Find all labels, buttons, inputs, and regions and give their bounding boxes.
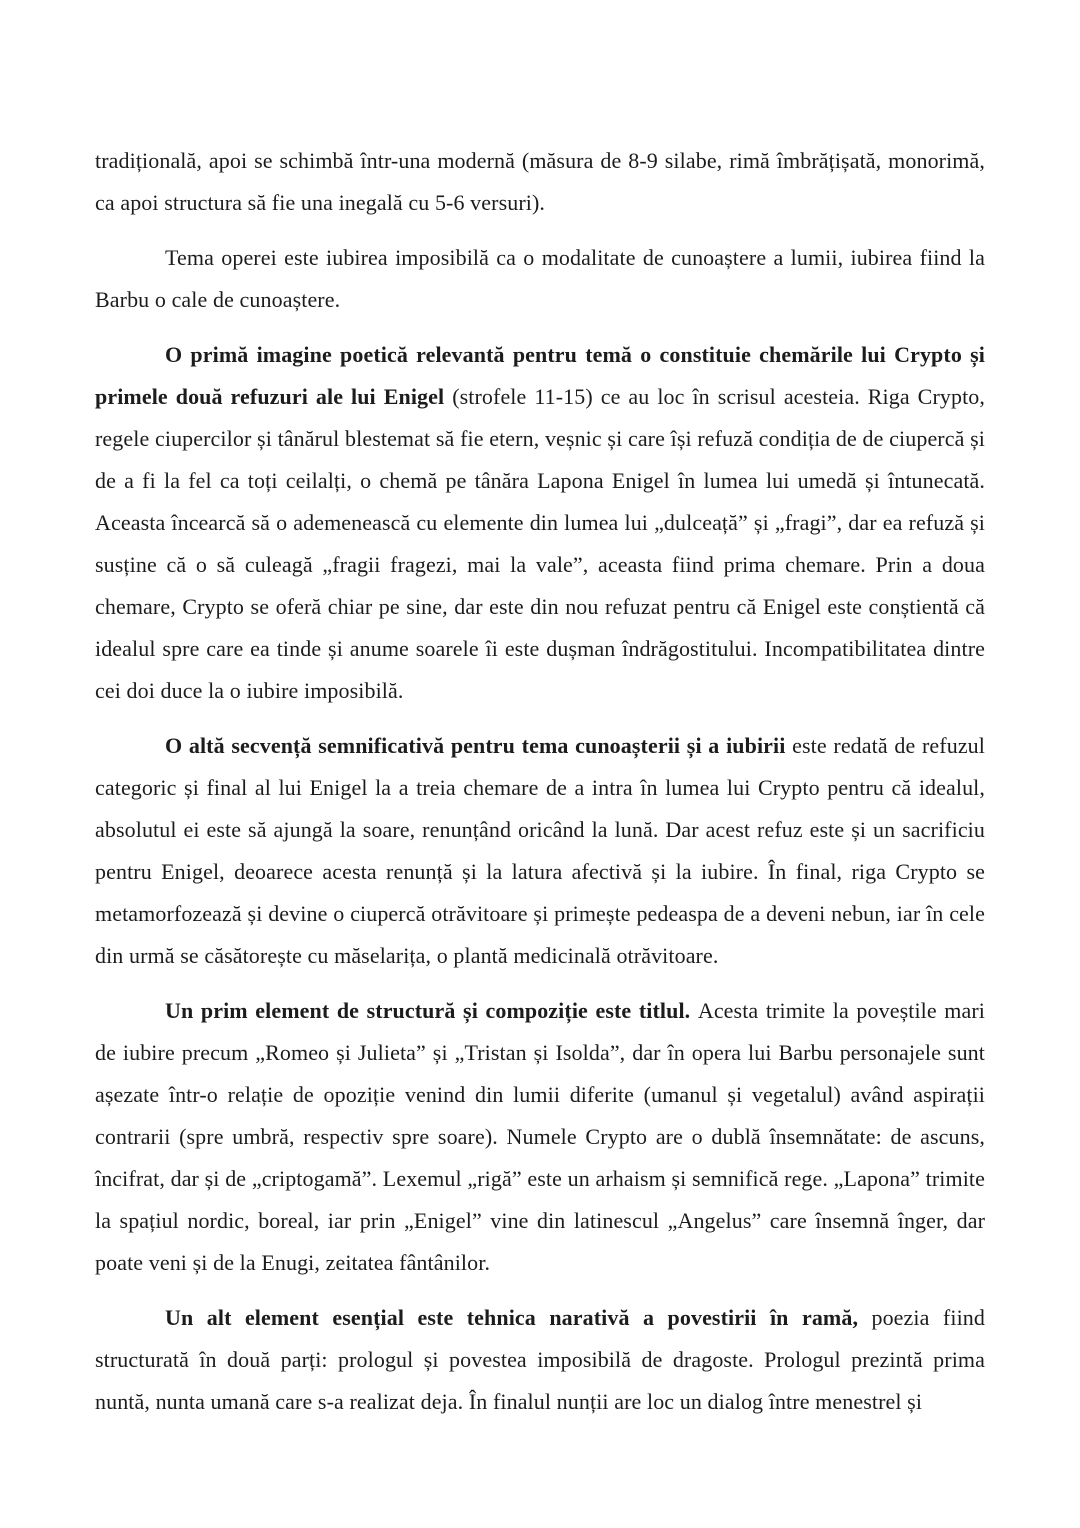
- paragraph: [95, 334, 985, 712]
- text-run: poezia fiind structurată în două parți: prologul și povestea imposibilă de dragoste. Prologul prezintă prima nuntă, nunta umană care s-a realizat deja. În finalul nunții are loc un dialog între menestrel și: [95, 1305, 985, 1414]
- bold-text-run: O primă imagine poetică relevantă pentru temă o constituie chemările lui Crypto și primele două refuzuri ale lui Enigel: [95, 342, 985, 409]
- bold-text-run: Un prim element de structură și compoziție este titlul.: [165, 998, 698, 1023]
- text-run: Tema operei este iubirea imposibilă ca o modalitate de cunoaștere a lumii, iubirea fiind la Barbu o cale de cunoaștere.: [95, 245, 985, 312]
- text-body: [95, 140, 985, 1436]
- text-run: Acesta trimite la poveștile mari de iubire precum „Romeo și Julieta” și „Tristan și Isolda”, dar în opera lui Barbu personajele sunt așezate într-o relație de opoziție venind din lumii diferite (umanul și vegetalul) având aspirații contrarii (spre umbră, respectiv spre soare). Numele Crypto are o dublă însemnătate: de ascuns, încifrat, dar și de „criptogamă”. Lexemul „rigă” este un arhaism și semnifică rege. „Lapona” trimite la spațiul nordic, boreal, iar prin „Enigel” vine din latinescul „Angelus” care însemnă înger, dar poate veni și de la Enugi, zeitatea fântânilor.: [95, 998, 986, 1275]
- paragraph: [95, 990, 985, 1284]
- bold-text-run: O altă secvență semnificativă pentru tema cunoașterii și a iubirii: [165, 733, 793, 758]
- text-run: este redată de refuzul categoric și final al lui Enigel la a treia chemare de a intra în lumea lui Crypto pentru că idealul, absolutul ei este să ajungă la soare, renunțând oricând la lună. Dar acest refuz este și un sacrificiu pentru Enigel, deoarece acesta renunță și la latura afectivă și la iubire. În final, riga Crypto se metamorfozează și devine o ciupercă otrăvitoare și primește pedeaspa de a deveni nebun, iar în cele din urmă se căsătorește cu măselarița, o plantă medicinală otrăvitoare.: [95, 733, 985, 968]
- paragraph: [95, 725, 985, 977]
- paragraph: [95, 1297, 985, 1423]
- paragraph: [95, 237, 985, 321]
- bold-text-run: Un alt element esențial este tehnica narativă a povestirii în ramă,: [165, 1305, 872, 1330]
- paragraph: [95, 140, 985, 224]
- text-run: (strofele 11-15) ce au loc în scrisul acesteia. Riga Crypto, regele ciupercilor și tânărul blestemat să fie etern, veșnic și care își refuză condiția de de ciupercă și de a fi la fel ca toți ceilalți, o chemă pe tânăra Lapona Enigel în lumea lui umedă și întunecată. Aceasta încearcă să o ademenească cu elemente din lumea lui „dulceață” și „fragi”, dar ea refuză și susține că o să culeagă „fragii fragezi, mai la vale”, aceasta fiind prima chemare. Prin a doua chemare, Crypto se oferă chiar pe sine, dar este din nou refuzat pentru că Enigel este conștientă că idealul spre care ea tinde și anume soarele îi este dușman îndrăgostitului. Incompatibilitatea dintre cei doi duce la o iubire imposibilă.: [95, 384, 985, 703]
- text-run: tradițională, apoi se schimbă într-una modernă (măsura de 8-9 silabe, rimă îmbrățișată, monorimă, ca apoi structura să fie una inegală cu 5-6 versuri).: [95, 148, 985, 215]
